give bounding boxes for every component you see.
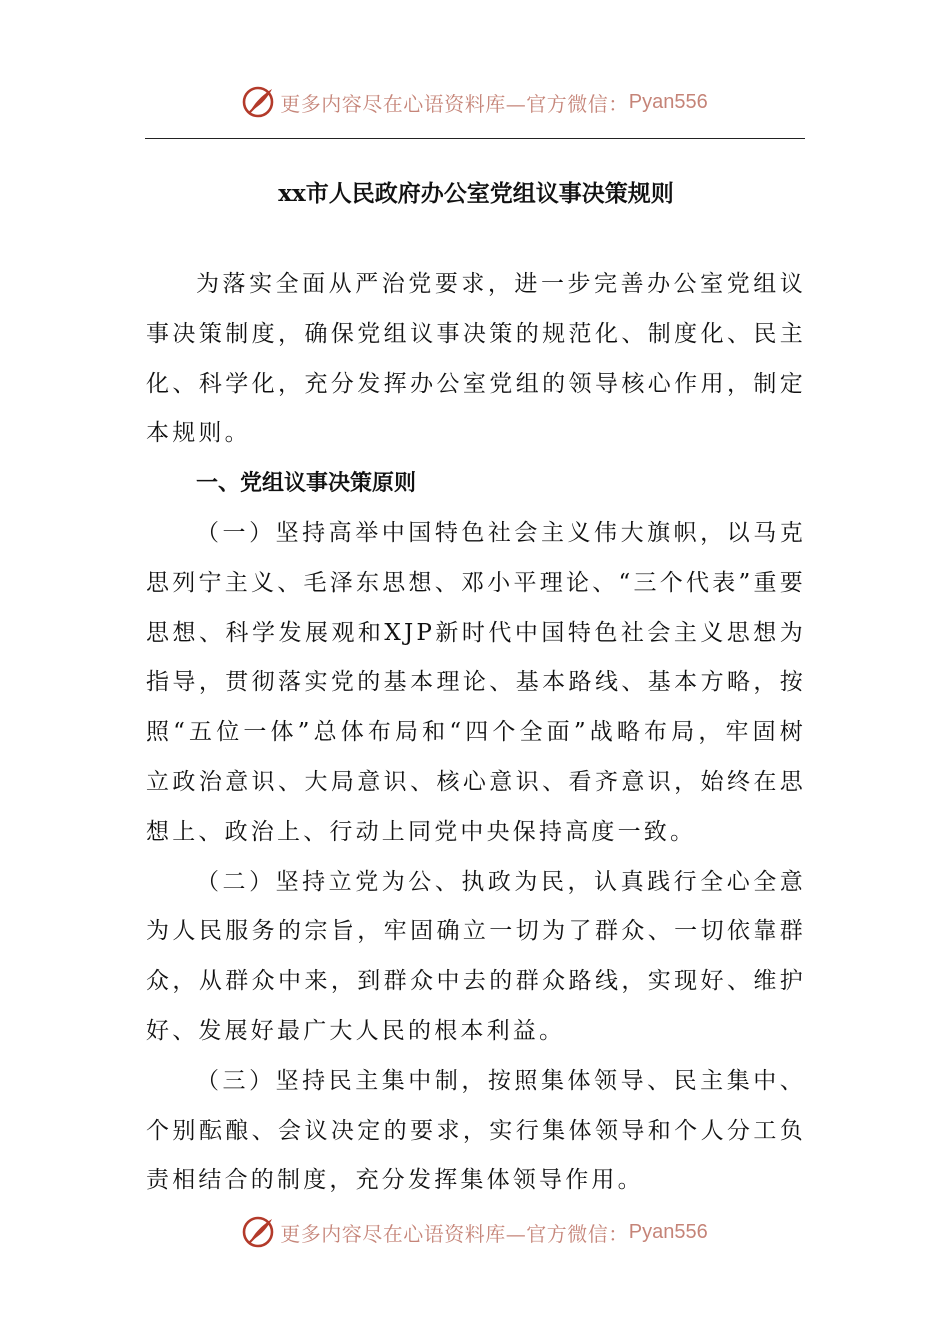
header-banner [0,82,950,122]
intro-paragraph: 为落实全面从严治党要求，进一步完善办公室党组议事决策制度，确保党组议事决策的规范化、制度化、民主化、科学化，充分发挥办公室党组的领导核心作用，制定本规则。 [146,271,806,447]
banner-contact: Pyan556 [628,1220,708,1243]
footer-banner [0,1212,950,1252]
document-title: xx市人民政府办公室党组议事决策规则 [278,180,674,207]
quill-logo-icon [242,85,276,119]
section-heading: 一、党组议事决策原则 [196,471,417,497]
banner-contact: Pyan556 [628,90,708,113]
principle-paragraph-3: （三）坚持民主集中制，按照集体领导、民主集中、个别酝酿、会议决定的要求，实行集体领导和个人分工负责相结合的制度，充分发挥集体领导作用。 [146,1067,806,1194]
principle-paragraph-1: （一）坚持高举中国特色社会主义伟大旗帜，以马克思列宁主义、毛泽东思想、邓小平理论、“三个代表”重要思想、科学发展观和XJP新时代中国特色社会主义思想为指导，贯彻落实党的基本理论、基本路线、基本方略，按照“五位一体”总体布局和“四个全面”战略布局，牢固树立政治意识、大局意识、核心意识、看齐意识，始终在思想上、政治上、行动上同党中央保持高度一致。 [146,519,806,845]
header-rule [145,138,805,139]
quill-logo-icon [242,1215,276,1249]
document-body [146,172,806,1206]
banner-text: 更多内容尽在心语资料库—官方微信： [280,1221,629,1246]
banner-text: 更多内容尽在心语资料库—官方微信： [280,91,629,116]
principle-paragraph-2: （二）坚持立党为公、执政为民，认真践行全心全意为人民服务的宗旨，牢固确立一切为了群众、一切依靠群众，从群众中来，到群众中去的群众路线，实现好、维护好、发展好最广大人民的根本利益。 [146,868,806,1044]
